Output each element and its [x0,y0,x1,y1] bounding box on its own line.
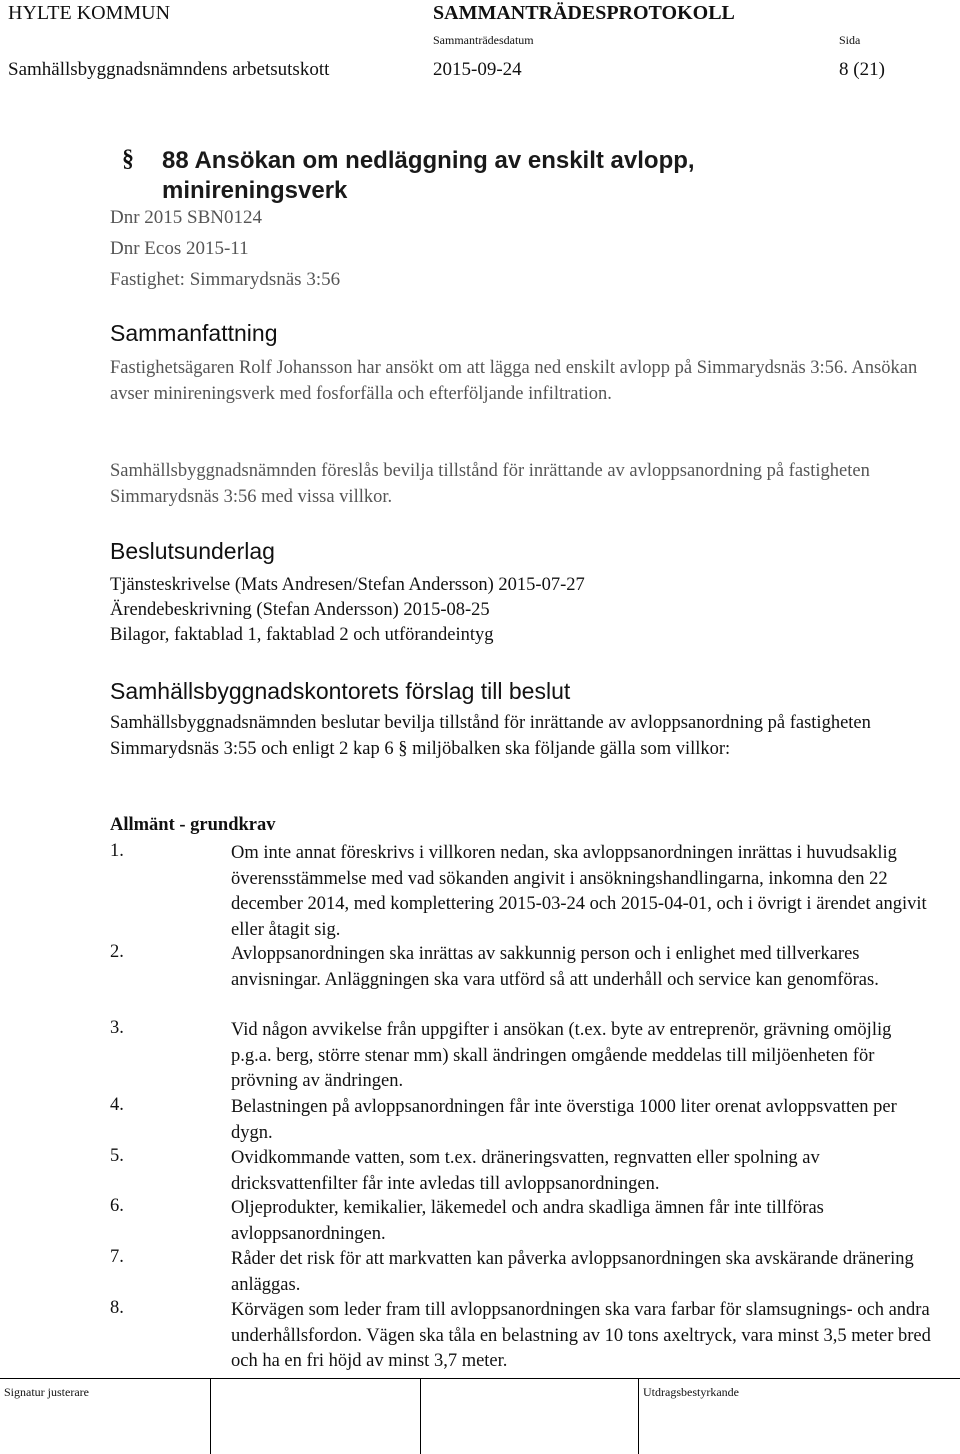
condition-number: 6. [110,1196,124,1216]
paragraph-symbol: § [398,739,408,759]
condition-number: 5. [110,1146,124,1166]
meeting-date: 2015-09-24 [433,59,522,80]
basis-item: Ärendebeskrivning (Stefan Andersson) 2015-08-25 [110,600,490,620]
property: Fastighet: Simmarydsnäs 3:56 [110,269,341,290]
committee-name: Samhällsbyggnadsnämndens arbetsutskott [8,59,330,80]
condition-text: Om inte annat föreskrivs i villkoren nedan, ska avloppsanordningen inrättas i huvudsaklig överensstämmelse med vad sökanden angivit i ansökningshandlingarna, inkomna den 22 december 2014, med komplettering 2015-03-24 och 2015-04-01, och i övrigt i ärendet angivit eller åtagit sig. [231,843,927,940]
condition-number: 7. [110,1247,124,1267]
section-symbol: § [122,146,134,172]
footer-box [0,1378,960,1454]
condition-number: 4. [110,1095,124,1115]
footer-divider [420,1379,421,1454]
proposal-text-after: miljöbalken ska följande gälla som villkor: [412,739,731,759]
proposal-text-before: Samhällsbyggnadsnämnden beslutar bevilja tillstånd för inrättande av avloppsanordning på fastigheten Simmarydsnäs 3:55 och enligt 2 kap 6 [110,713,871,759]
page-label: Sida [839,33,861,47]
extract-label: Utdragsbestyrkande [643,1385,739,1399]
condition-text: Oljeprodukter, kemikalier, läkemedel och andra skadliga ämnen får inte tillföras avloppsanordningen. [231,1198,824,1244]
condition-number: 3. [110,1018,124,1038]
summary-paragraph-2: Samhällsbyggnadsnämnden föreslås bevilja tillstånd för inrättande av avloppsanordning på fastigheten Simmarydsnäs 3:56 med vissa villkor. [110,461,870,507]
condition-number: 1. [110,841,124,861]
page-number: 8 (21) [839,59,885,80]
basis-item: Tjänsteskrivelse (Mats Andresen/Stefan Andersson) 2015-07-27 [110,575,585,595]
dnr-ecos: Dnr Ecos 2015-11 [110,238,249,259]
footer-divider [210,1379,211,1454]
condition-text: Ovidkommande vatten, som t.ex. dräneringsvatten, regnvatten eller spolning av dricksvattenfilter får inte avledas till avloppsanordningen. [231,1148,820,1194]
proposal-heading: Samhällsbyggnadskontorets förslag till beslut [110,678,571,704]
document-type: SAMMANTRÄDESPROTOKOLL [433,2,735,24]
condition-text: Avloppsanordningen ska inrättas av sakkunnig person och i enlighet med tillverkares anvisningar. Anläggningen ska vara utförd så att underhåll och service kan genomföras. [231,944,879,990]
condition-number: 8. [110,1298,124,1318]
basis-heading: Beslutsunderlag [110,538,275,564]
summary-heading: Sammanfattning [110,320,278,346]
footer-divider [638,1379,639,1454]
summary-paragraph-1: Fastighetsägaren Rolf Johansson har ansökt om att lägga ned enskilt avlopp på Simmarydsnäs 3:56. Ansökan avser minireningsverk med fosforfälla och efterföljande infiltration. [110,358,918,404]
section-title: 88 Ansökan om nedläggning av enskilt avlopp, minireningsverk [162,147,695,204]
dnr: Dnr 2015 SBN0124 [110,207,263,228]
municipality-name: HYLTE KOMMUN [8,2,171,24]
condition-text: Belastningen på avloppsanordningen får inte överstiga 1000 liter orenat avloppsvatten per dygn. [231,1097,897,1143]
basis-item: Bilagor, faktablad 1, faktablad 2 och utförandeintyg [110,625,494,645]
date-label: Sammanträdesdatum [433,33,534,47]
signature-label: Signatur justerare [4,1385,89,1399]
condition-text: Råder det risk för att markvatten kan påverka avloppsanordningen ska avskärande dränering anläggas. [231,1249,914,1295]
conditions-subheading: Allmänt - grundkrav [110,815,276,835]
condition-number: 2. [110,942,124,962]
proposal-paragraph [110,710,930,762]
condition-text: Körvägen som leder fram till avloppsanordningen ska vara farbar för slamsugnings- och andra underhållsfordon. Vägen ska tåla en belastning av 10 tons axeltryck, vara minst 3,5 meter bred och ha en fri höjd av minst 3,7 meter. [231,1300,931,1371]
condition-text: Vid någon avvikelse från uppgifter i ansökan (t.ex. byte av entreprenör, grävning omöjlig p.g.a. berg, större stenar mm) skall ändringen omgående meddelas till miljöenheten för prövning av ändringen. [231,1020,892,1091]
